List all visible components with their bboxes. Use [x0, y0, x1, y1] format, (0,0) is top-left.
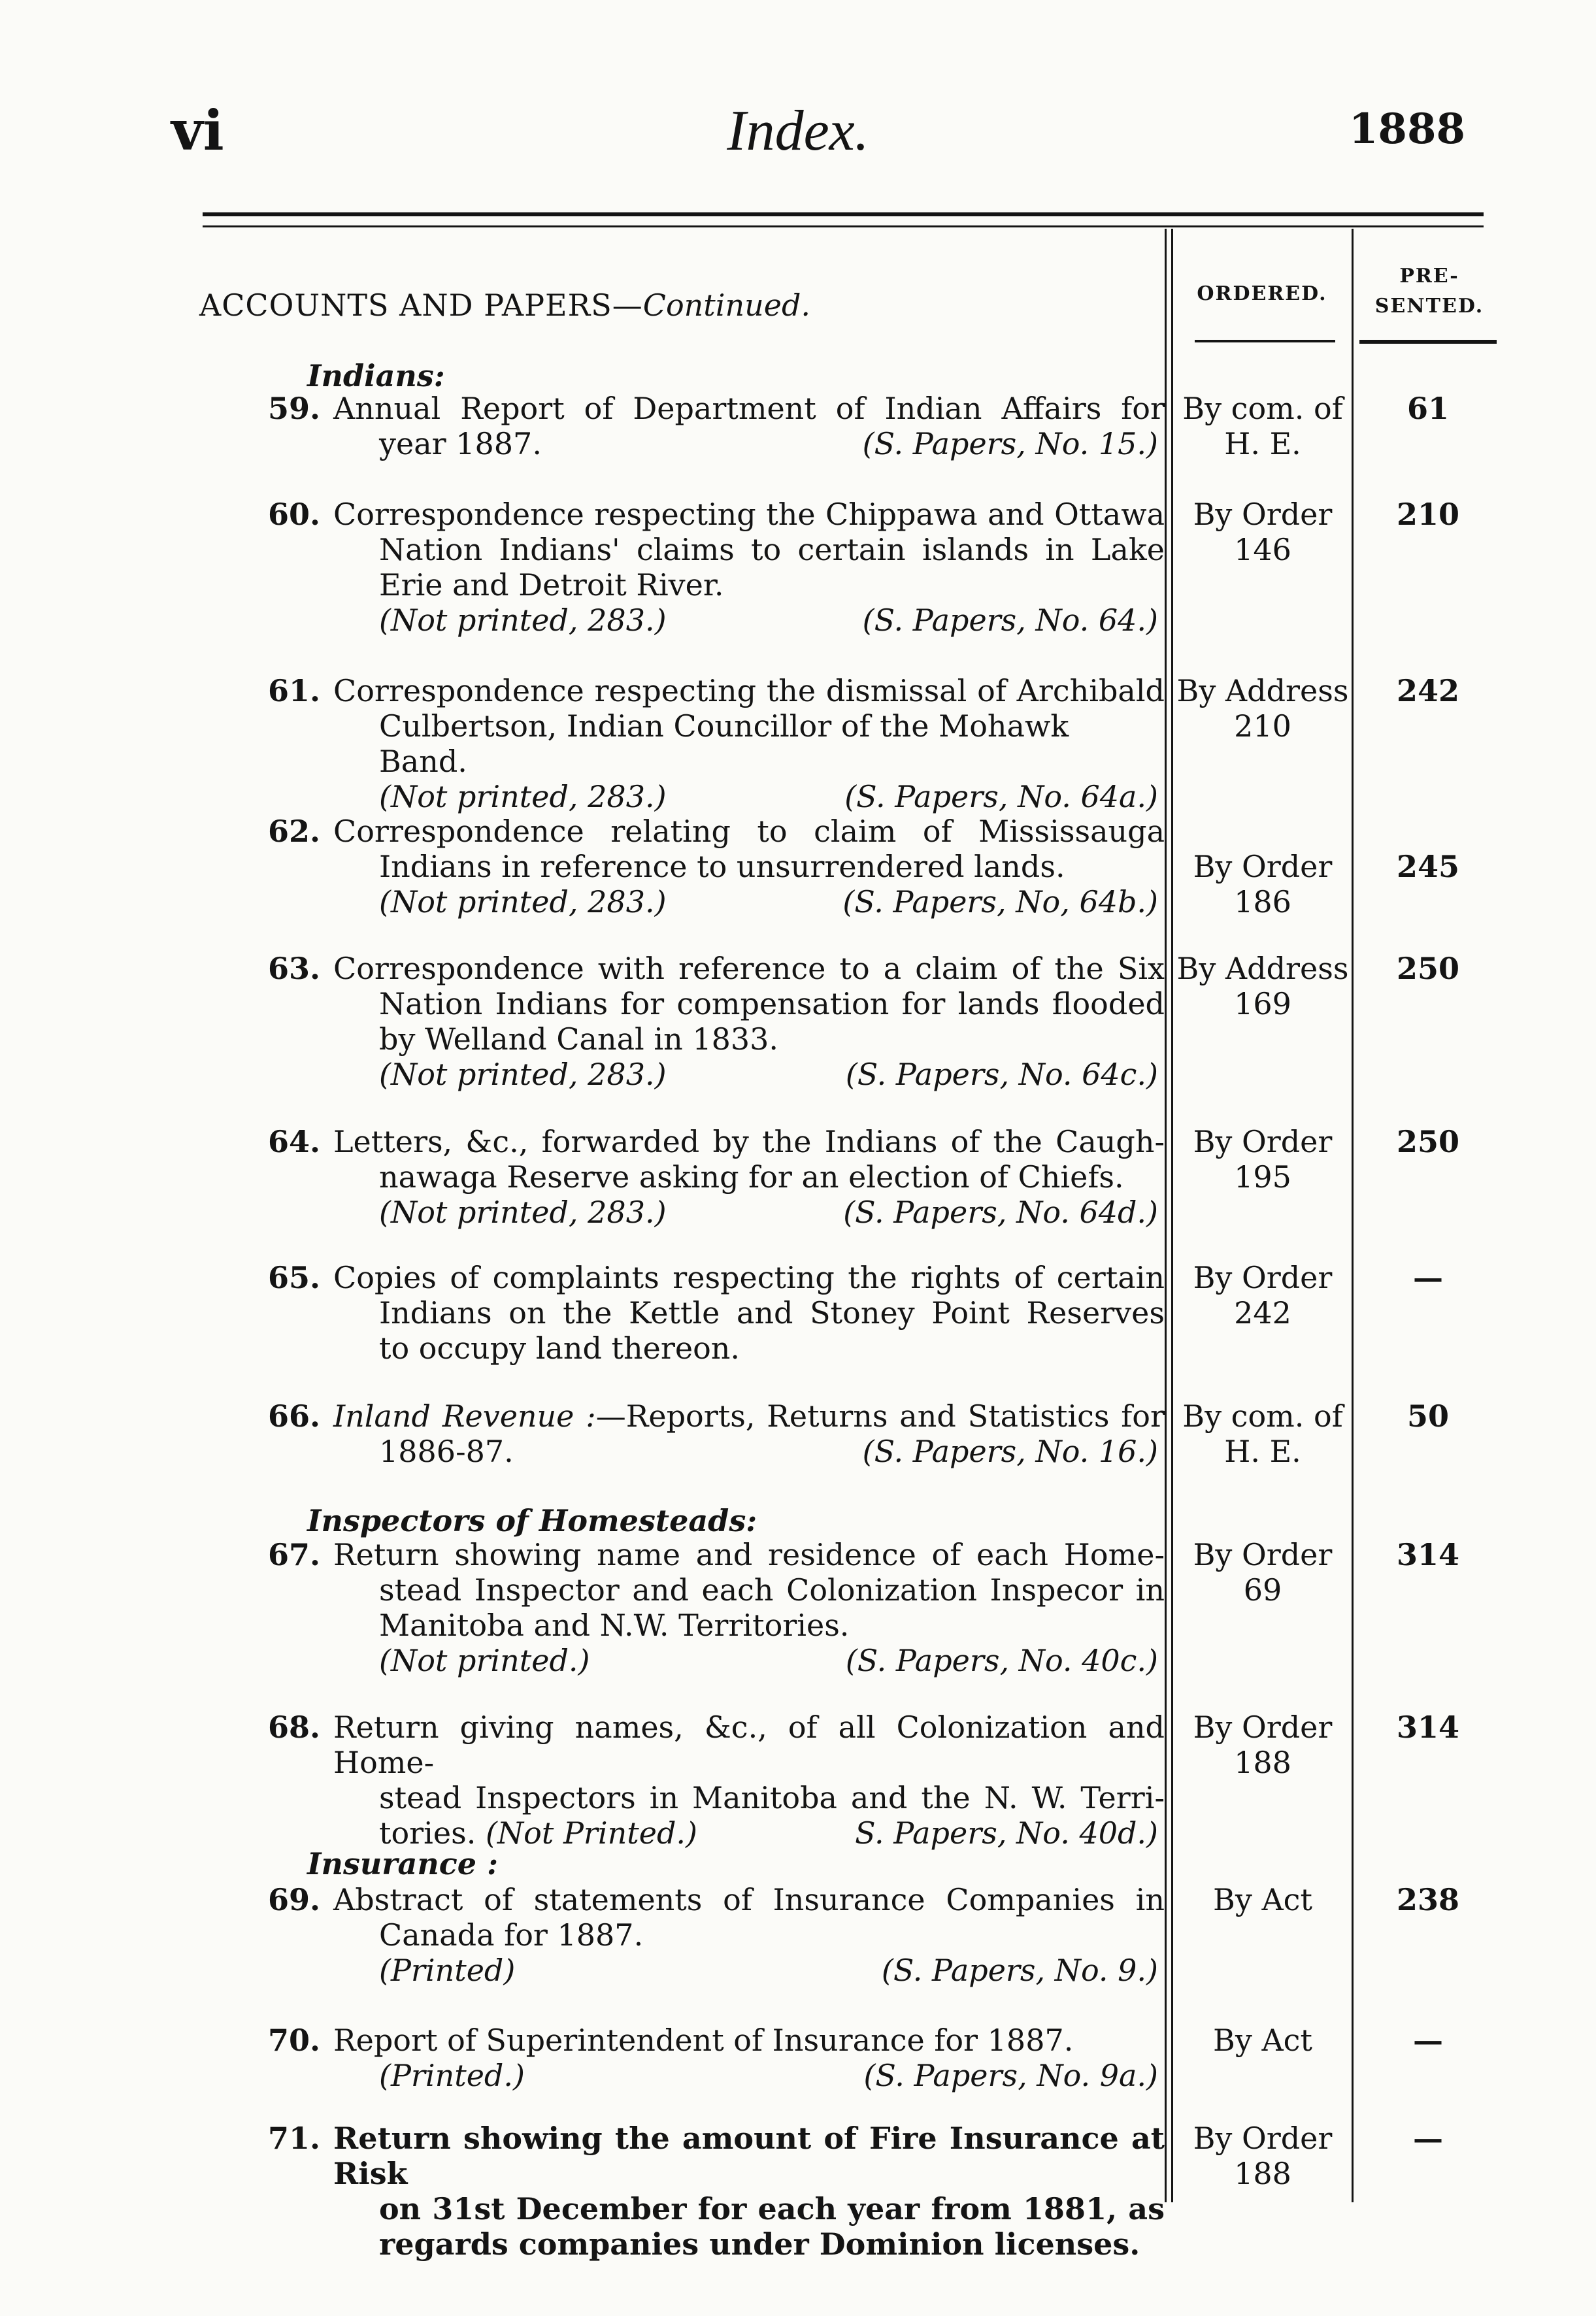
- header-rule-thick: [203, 212, 1484, 216]
- list-item: 62. Correspondence relating to claim of Mississauga Indians in reference to unsurrendered lands. (Not printed, 283.) (S. Papers, No, 64b.): [268, 814, 1165, 919]
- presented-value: —: [1413, 2023, 1443, 2058]
- ordered-value: By com. of H. E.: [1182, 1398, 1343, 1469]
- ordered-value: By Act: [1213, 2023, 1312, 2058]
- page-number: vi: [171, 98, 224, 163]
- ordered-value: By Act: [1213, 1882, 1312, 1917]
- ordered-value: By Order 195: [1193, 1124, 1333, 1195]
- ordered-value: By Address 169: [1176, 951, 1349, 1021]
- list-item: 63. Correspondence with reference to a claim of the Six Nation Indians for compensation for lands flooded by Welland Canal in 1833. (Not printed, 283.) (S. Papers, No. 64c.): [268, 951, 1165, 1092]
- page-header: [0, 98, 1596, 176]
- column-header-ordered: ORDERED.: [1197, 282, 1327, 305]
- presented-value: 250: [1396, 951, 1460, 986]
- presented-value: 50: [1406, 1398, 1449, 1434]
- presented-value: 61: [1406, 391, 1449, 426]
- ordered-value: By Address 210: [1176, 673, 1349, 744]
- presented-value: 210: [1396, 497, 1460, 532]
- presented-value: —: [1413, 1260, 1443, 1295]
- list-item: 68. Return giving names, &c., of all Colonization and Home- stead Inspectors in Manitoba and the N. W. Terri- tories. (Not Printed.) S. Papers, No. 40d.): [268, 1710, 1165, 1851]
- header-rule-thin: [203, 225, 1484, 227]
- list-item: 60. Correspondence respecting the Chippawa and Ottawa Nation Indians' claims to certain islands in Lake Erie and Detroit River. (Not printed, 283.) (S. Papers, No. 64.): [268, 497, 1165, 638]
- presented-value: 250: [1396, 1124, 1460, 1159]
- subheading-insurance: Insurance :: [307, 1846, 499, 1881]
- page-title: Index.: [727, 99, 869, 163]
- presented-value: 314: [1396, 1537, 1460, 1572]
- column-divider: [1171, 229, 1173, 2202]
- section-heading: ACCOUNTS AND PAPERS—Continued.: [199, 288, 811, 323]
- list-item: 66. Inland Revenue :—Reports, Returns and Statistics for 1886-87. (S. Papers, No. 16.): [268, 1398, 1165, 1469]
- ordered-value: By Order 188: [1193, 1710, 1333, 1780]
- subheading-inspectors: Inspectors of Homesteads:: [307, 1503, 757, 1538]
- ordered-value: By Order 188: [1193, 2121, 1333, 2191]
- list-item: 69. Abstract of statements of Insurance Companies in Canada for 1887. (Printed) (S. Papers, No. 9.): [268, 1882, 1165, 1988]
- ordered-value: By Order 242: [1193, 1260, 1333, 1331]
- list-item: 64. Letters, &c., forwarded by the Indians of the Caugh- nawaga Reserve asking for an election of Chiefs. (Not printed, 283.) (S. Papers, No. 64d.): [268, 1124, 1165, 1230]
- ordered-value: By Order 146: [1193, 497, 1333, 567]
- list-item: 71. Return showing the amount of Fire Insurance at Risk on 31st December for each year from 1881, as regards companies under Dominion licenses.: [268, 2121, 1165, 2262]
- ordered-value: By Order 186: [1193, 849, 1333, 919]
- presented-value: 242: [1396, 673, 1460, 708]
- list-item: 61. Correspondence respecting the dismissal of Archibald Culbertson, Indian Councillor of the Mohawk Band. (Not printed, 283.) (S. Papers, No. 64a.): [268, 673, 1165, 814]
- list-item: 70. Report of Superintendent of Insurance for 1887. (Printed.) (S. Papers, No. 9a.): [268, 2023, 1158, 2093]
- list-item: 59. Annual Report of Department of Indian Affairs for year 1887. (S. Papers, No. 15.): [268, 391, 1165, 461]
- presented-value: 245: [1396, 849, 1460, 884]
- list-item: 65. Copies of complaints respecting the rights of certain Indians on the Kettle and Stoney Point Reserves to occupy land thereon.: [268, 1260, 1165, 1366]
- ordered-value: By Order 69: [1193, 1537, 1333, 1608]
- list-item: 67. Return showing name and residence of each Home- stead Inspector and each Colonization Inspecor in Manitoba and N.W. Territories. (Not printed.) (S. Papers, No. 40c.): [268, 1537, 1165, 1678]
- column-divider: [1165, 229, 1167, 2202]
- column-rule: [1359, 340, 1497, 344]
- presented-value: 314: [1396, 1710, 1460, 1745]
- page-year: 1888: [1348, 105, 1465, 154]
- presented-value: 238: [1396, 1882, 1460, 1917]
- subheading-indians: Indians:: [307, 358, 445, 393]
- column-rule: [1195, 340, 1335, 342]
- ordered-value: By com. of H. E.: [1182, 391, 1343, 461]
- presented-value: —: [1413, 2121, 1443, 2156]
- column-header-presented: PRE- SENTED.: [1374, 265, 1484, 318]
